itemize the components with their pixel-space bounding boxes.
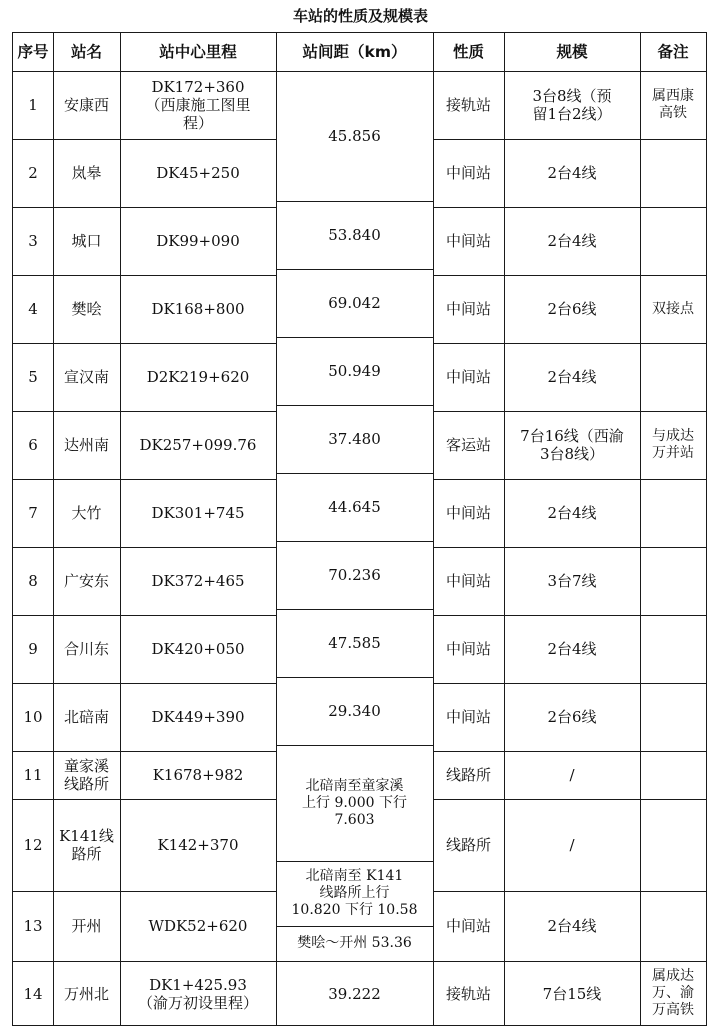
- table-title: 车站的性质及规模表: [292, 7, 428, 25]
- table-cell-name: 城口: [71, 232, 102, 250]
- table-cell-no: 6: [28, 436, 38, 454]
- table-cell-name: K141线 路所: [59, 827, 114, 863]
- table-cell-name: 开州: [71, 917, 102, 935]
- table-cell-no: 13: [23, 917, 43, 935]
- table-cell-scale: 3台7线: [547, 572, 597, 590]
- station-distance: 29.340: [328, 702, 381, 720]
- table-cell-scale: 3台8线（预 留1台2线）: [532, 87, 612, 123]
- station-distance: 44.645: [328, 498, 381, 516]
- table-cell-no: 2: [28, 164, 38, 182]
- table-cell-name: 北碚南: [63, 708, 109, 726]
- table-cell-mileage: DK168+800: [151, 300, 245, 318]
- table-cell-note: [640, 615, 706, 683]
- station-distance: 39.222: [328, 984, 381, 1003]
- table-cell-nature: 中间站: [445, 917, 491, 935]
- table-cell-note: [640, 343, 706, 411]
- table-cell-no: 11: [23, 766, 43, 784]
- table-cell-nature: 中间站: [445, 504, 491, 522]
- station-distance: 45.856: [328, 127, 381, 145]
- table-cell-scale: 2台6线: [547, 300, 597, 318]
- table-cell-mileage: DK172+360 （西康施工图里 程）: [145, 78, 251, 132]
- table-cell-scale: 2台4线: [547, 232, 597, 250]
- table-cell-nature: 接轨站: [445, 984, 491, 1003]
- table-cell-scale: 2台4线: [547, 504, 597, 522]
- table-cell-no: 1: [28, 96, 38, 114]
- table-cell-mileage: DK257+099.76: [139, 436, 257, 454]
- table-cell-note: 属西康 高铁: [652, 88, 694, 121]
- table-cell-scale: 2台4线: [547, 368, 597, 386]
- table-cell-name: 樊哙: [71, 300, 102, 318]
- table-cell-note: [640, 891, 706, 961]
- table-cell-note: 双接点: [652, 300, 694, 317]
- station-distance: 50.949: [328, 362, 381, 380]
- table-cell-note: [640, 207, 706, 275]
- table-cell-name: 合川东: [63, 640, 109, 658]
- table-cell-scale: 7台16线（西渝 3台8线）: [520, 427, 624, 463]
- table-cell-nature: 中间站: [445, 164, 491, 182]
- table-cell-scale: 2台4线: [547, 640, 597, 658]
- table-cell-mileage: WDK52+620: [148, 917, 248, 935]
- table-cell-mileage: DK449+390: [151, 708, 245, 726]
- table-cell-name: 万州北: [63, 984, 109, 1003]
- column-header: 性质: [452, 43, 484, 61]
- table-cell-name: 宣汉南: [63, 368, 109, 386]
- table-cell-nature: 中间站: [445, 300, 491, 318]
- table-cell-mileage: K1678+982: [152, 766, 244, 784]
- station-distance: 53.840: [328, 226, 381, 244]
- table-cell-no: 14: [23, 984, 43, 1003]
- table-cell-name: 岚皋: [71, 164, 102, 182]
- table-cell-no: 12: [23, 836, 43, 854]
- table-cell-nature: 中间站: [445, 368, 491, 386]
- table-cell-name: 广安东: [63, 572, 109, 590]
- column-header: 序号: [17, 43, 49, 61]
- table-cell-scale: /: [569, 766, 575, 784]
- table-cell-no: 10: [23, 708, 43, 726]
- table-cell-nature: 中间站: [445, 572, 491, 590]
- table-cell-mileage: DK420+050: [151, 640, 245, 658]
- table-cell-note: [640, 683, 706, 751]
- table-cell-no: 5: [28, 368, 38, 386]
- table-cell-note: 与成达 万并站: [652, 428, 694, 461]
- table-cell-note: 属成达 万、渝 万高铁: [652, 968, 694, 1018]
- table-cell-nature: 中间站: [445, 708, 491, 726]
- table-cell-mileage: DK1+425.93 （渝万初设里程）: [137, 975, 258, 1012]
- table-cell-nature: 中间站: [445, 232, 491, 250]
- table-cell-note: [640, 799, 706, 891]
- table-cell-note: [640, 547, 706, 615]
- table-cell-nature: 线路所: [445, 766, 491, 784]
- table-cell-name: 达州南: [63, 436, 109, 454]
- table-cell-nature: 接轨站: [445, 96, 491, 114]
- table-cell-nature: 客运站: [445, 436, 491, 454]
- station-distance: 69.042: [328, 294, 381, 312]
- table-cell-scale: 2台4线: [547, 917, 597, 935]
- table-cell-name: 安康西: [63, 96, 109, 114]
- table-cell-no: 7: [28, 504, 38, 522]
- table-cell-mileage: DK99+090: [156, 232, 240, 250]
- table-cell-note: [640, 139, 706, 207]
- table-cell-scale: 7台15线: [542, 984, 602, 1003]
- column-header: 站间距（km）: [302, 43, 407, 61]
- table-cell-scale: 2台4线: [547, 164, 597, 182]
- station-distance: 北碚南至 K141 线路所上行 10.820 下行 10.58: [291, 868, 418, 918]
- table-cell-mileage: DK372+465: [151, 572, 245, 590]
- table-cell-nature: 中间站: [445, 640, 491, 658]
- table-cell-mileage: DK45+250: [156, 164, 240, 182]
- column-header: 规模: [556, 43, 588, 61]
- table-cell-name: 童家溪 线路所: [63, 757, 109, 793]
- table-cell-mileage: DK301+745: [151, 504, 245, 522]
- table-cell-mileage: K142+370: [157, 836, 239, 854]
- station-distance: 樊哙～开州 53.36: [297, 935, 412, 951]
- station-distance: 北碚南至童家溪 上行 9.000 下行 7.603: [302, 777, 407, 828]
- station-distance: 37.480: [328, 430, 381, 448]
- table-cell-scale: /: [569, 836, 575, 854]
- column-header: 备注: [657, 43, 689, 61]
- table-cell-no: 9: [28, 640, 38, 658]
- table-cell-nature: 线路所: [445, 836, 491, 854]
- table-cell-scale: 2台6线: [547, 708, 597, 726]
- column-header: 站名: [70, 43, 102, 61]
- station-distance: 70.236: [328, 566, 381, 584]
- table-cell-no: 8: [28, 572, 38, 590]
- table-cell-mileage: D2K219+620: [146, 368, 250, 386]
- table-cell-note: [640, 751, 706, 799]
- column-header: 站中心里程: [159, 43, 237, 61]
- station-table: [12, 32, 707, 1026]
- table-cell-note: [640, 479, 706, 547]
- station-distance: 47.585: [328, 634, 381, 652]
- table-cell-name: 大竹: [71, 504, 102, 522]
- table-cell-no: 3: [28, 232, 38, 250]
- table-cell-no: 4: [28, 300, 38, 318]
